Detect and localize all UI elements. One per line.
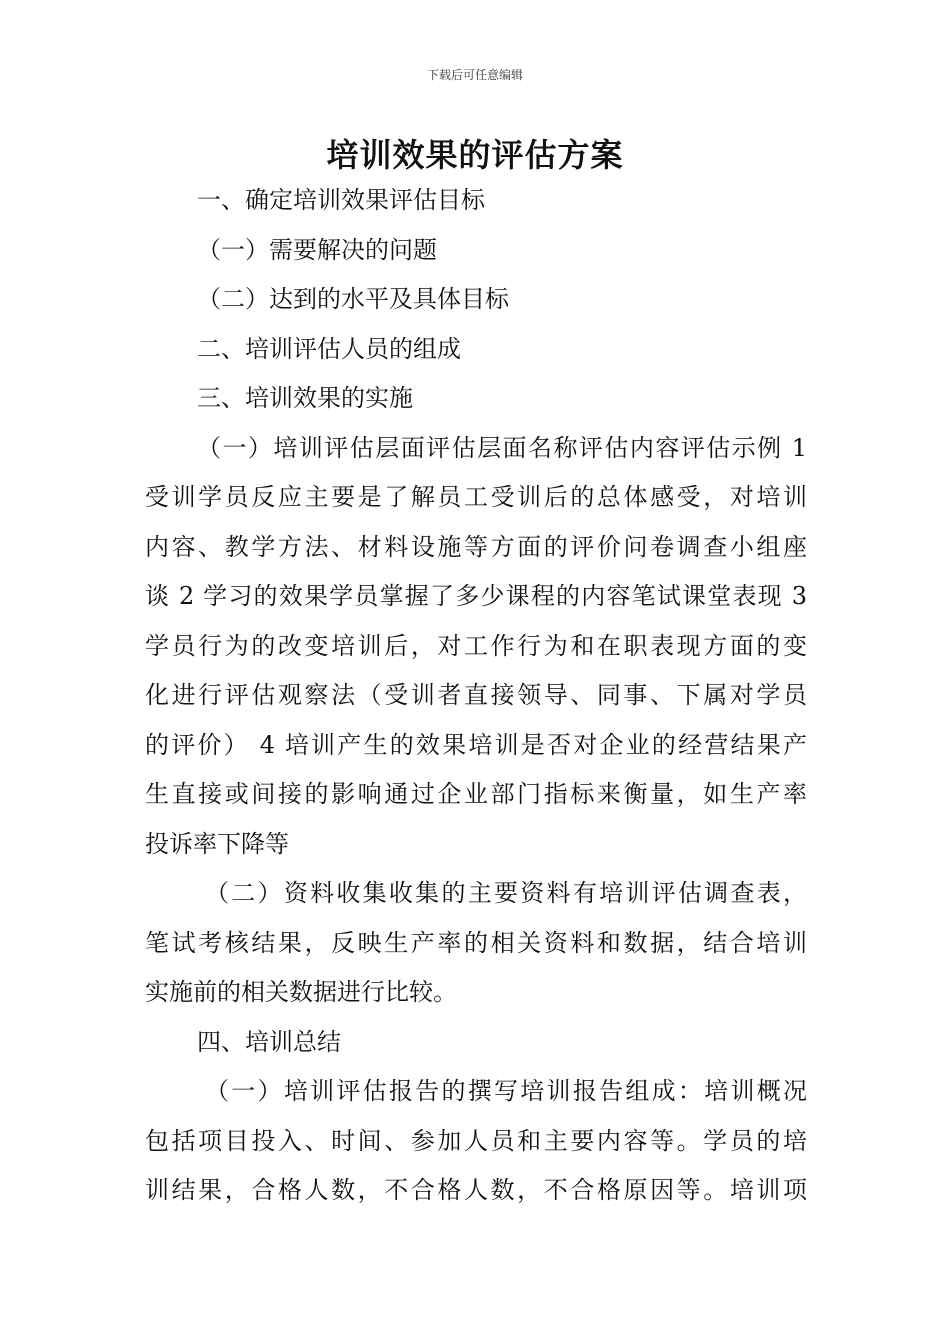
text-line: 二、培训评估人员的组成 (197, 334, 461, 363)
text-line: 的评价） 4 培训产生的效果培训是否对企业的经营结果产 (145, 730, 807, 759)
text-line: 实施前的相关数据进行比较。 (145, 978, 457, 1006)
text-line: 四、培训总结 (197, 1027, 341, 1056)
text-line: 化进行评估观察法（受训者直接领导、同事、下属对学员 (145, 681, 807, 709)
text-line: 训结果，合格人数，不合格人数，不合格原因等。培训项 (145, 1176, 807, 1204)
document-title: 培训效果的评估方案 (326, 136, 624, 174)
text-line: （二）达到的水平及具体目标 (197, 285, 509, 313)
text-line: 笔试考核结果，反映生产率的相关资料和数据，结合培训 (145, 928, 807, 957)
text-line: 一、确定培训效果评估目标 (197, 186, 485, 214)
text-line: 生直接或间接的影响通过企业部门指标来衡量，如生产率 (145, 780, 807, 808)
text-line: 受训学员反应主要是了解员工受训后的总体感受，对培训 (145, 483, 807, 511)
text-line: 学员行为的改变培训后，对工作行为和在职表现方面的变 (145, 631, 807, 660)
header-note: 下载后可任意编辑 (426, 68, 523, 82)
text-line: （二）资料收集收集的主要资料有培训评估调查表， (205, 879, 807, 907)
text-line: 包括项目投入、时间、参加人员和主要内容等。学员的培 (145, 1126, 807, 1155)
text-line: 内容、教学方法、材料设施等方面的评价问卷调查小组座 (145, 532, 807, 561)
text-line: 投诉率下降等 (145, 829, 289, 858)
text-line: 谈 2 学习的效果学员掌握了多少课程的内容笔试课堂表现 3 (145, 582, 807, 610)
text-line: （一）需要解决的问题 (197, 235, 437, 264)
text-line: 三、培训效果的实施 (197, 384, 413, 412)
document-body (145, 176, 807, 1216)
text-line: （一）培训评估报告的撰写培训报告组成：培训概况 (205, 1077, 807, 1105)
text-line: （一）培训评估层面评估层面名称评估内容评估示例 1 (197, 433, 807, 462)
